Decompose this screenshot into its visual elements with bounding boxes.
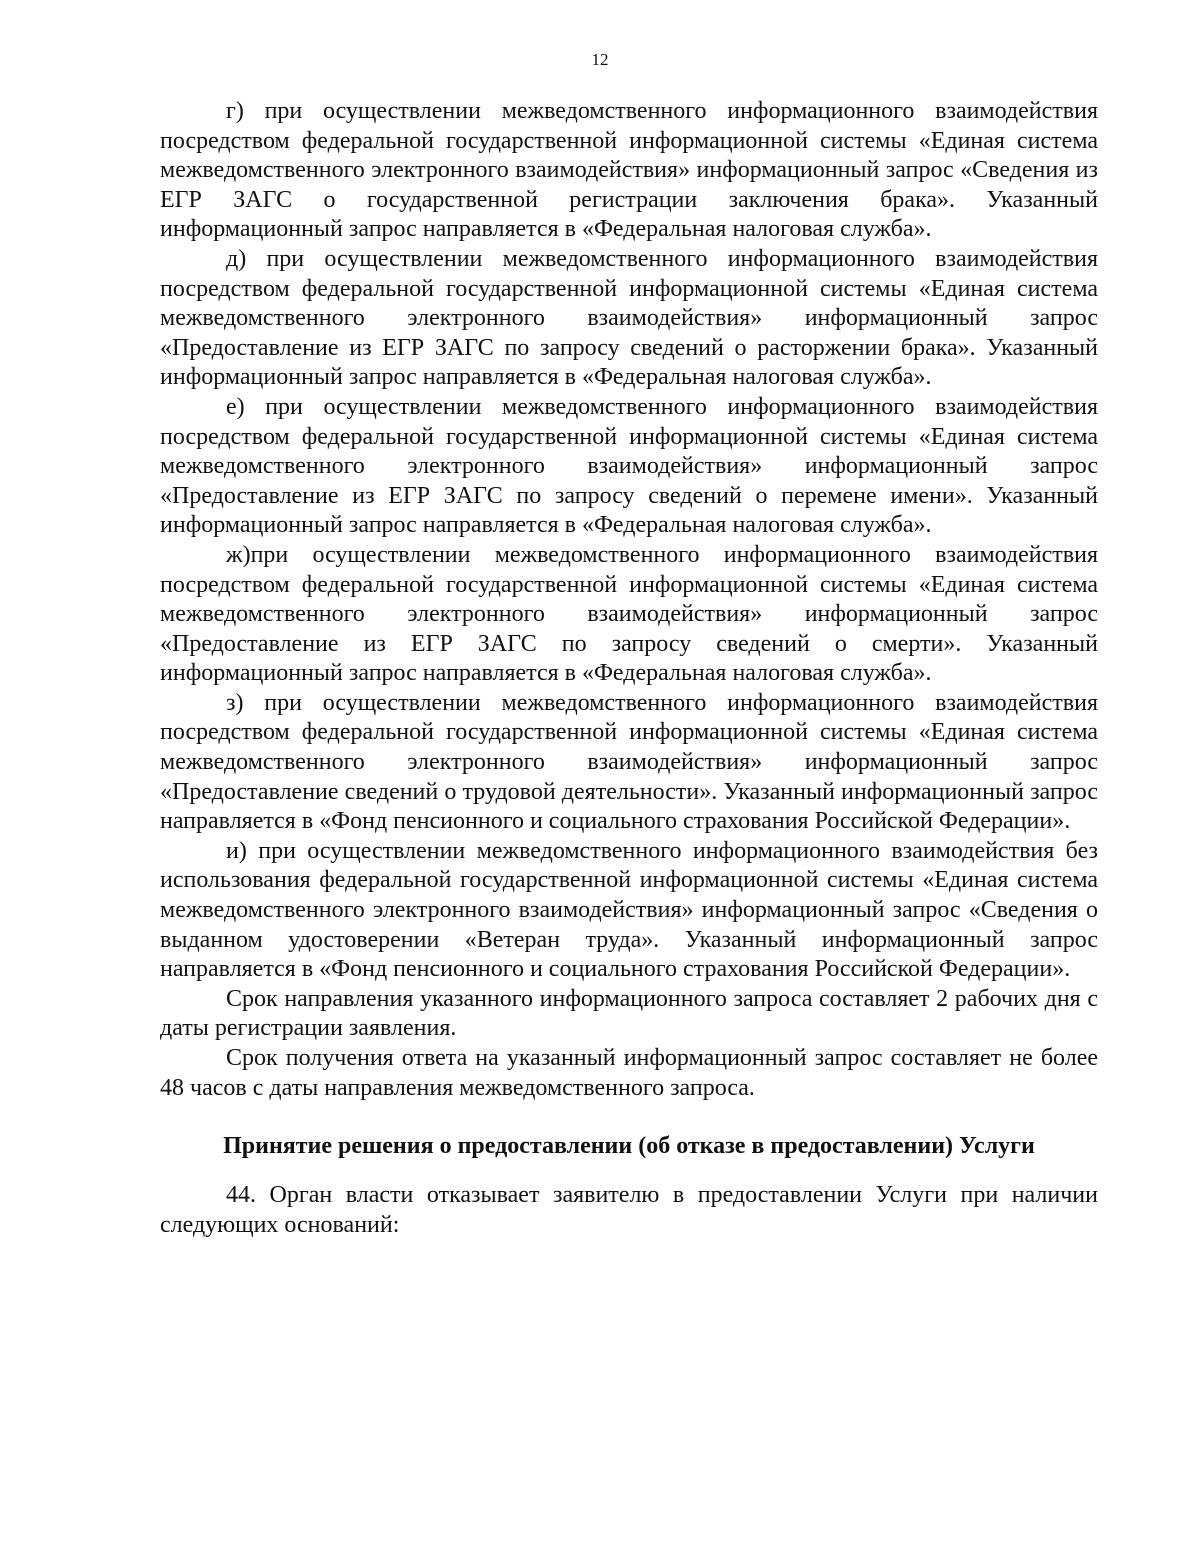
paragraph-e: е) при осуществлении межведомственного информационного взаимодействия посредством федеральной государственной информационной системы «Единая система межведомственного электронного взаимодействия» информационный запрос «Предоставление из ЕГР ЗАГС по запросу сведений о перемене имени». Указанный информационный запрос направляется в «Федеральная налоговая служба». <box>160 393 1098 539</box>
page-number: 12 <box>591 50 609 69</box>
paragraph-i: и) при осуществлении межведомственного информационного взаимодействия без использования федеральной государственной информационной системы «Единая система межведомственного электронного взаимодействия» информационный запрос «Сведения о выданном удостоверении «Ветеран труда». Указанный информационный запрос направляется в «Фонд пенсионного и социального страхования Российской Федерации». <box>160 837 1098 983</box>
document-body <box>160 97 1098 1240</box>
paragraph-d: д) при осуществлении межведомственного информационного взаимодействия посредством федеральной государственной информационной системы «Единая система межведомственного электронного взаимодействия» информационный запрос «Предоставление из ЕГР ЗАГС по запросу сведений о расторжении брака». Указанный информационный запрос направляется в «Федеральная налоговая служба». <box>160 245 1098 391</box>
paragraph-g: г) при осуществлении межведомственного информационного взаимодействия посредством федеральной государственной информационной системы «Единая система межведомственного электронного взаимодействия» информационный запрос «Сведения из ЕГР ЗАГС о государственной регистрации заключения брака». Указанный информационный запрос направляется в «Федеральная налоговая служба». <box>160 98 1098 243</box>
paragraph-zh: ж)при осуществлении межведомственного информационного взаимодействия посредством федеральной государственной информационной системы «Единая система межведомственного электронного взаимодействия» информационный запрос «Предоставление из ЕГР ЗАГС по запросу сведений о смерти». Указанный информационный запрос направляется в «Федеральная налоговая служба». <box>160 541 1098 687</box>
paragraph-response-deadline: Срок получения ответа на указанный информационный запрос составляет не более 48 часов с даты направления межведомственного запроса. <box>160 1045 1098 1101</box>
paragraph-request-deadline: Срок направления указанного информационного запроса составляет 2 рабочих дня с даты регистрации заявления. <box>160 985 1098 1042</box>
section-heading: Принятие решения о предоставлении (об отказе в предоставлении) Услуги <box>223 1133 1035 1160</box>
paragraph-z: з) при осуществлении межведомственного информационного взаимодействия посредством федеральной государственной информационной системы «Единая система межведомственного электронного взаимодействия» информационный запрос «Предоставление сведений о трудовой деятельности». Указанный информационный запрос направляется в «Фонд пенсионного и социального страхования Российской Федерации». <box>160 689 1098 835</box>
paragraph-44: 44. Орган власти отказывает заявителю в предоставлении Услуги при наличии следующих оснований: <box>160 1182 1098 1238</box>
